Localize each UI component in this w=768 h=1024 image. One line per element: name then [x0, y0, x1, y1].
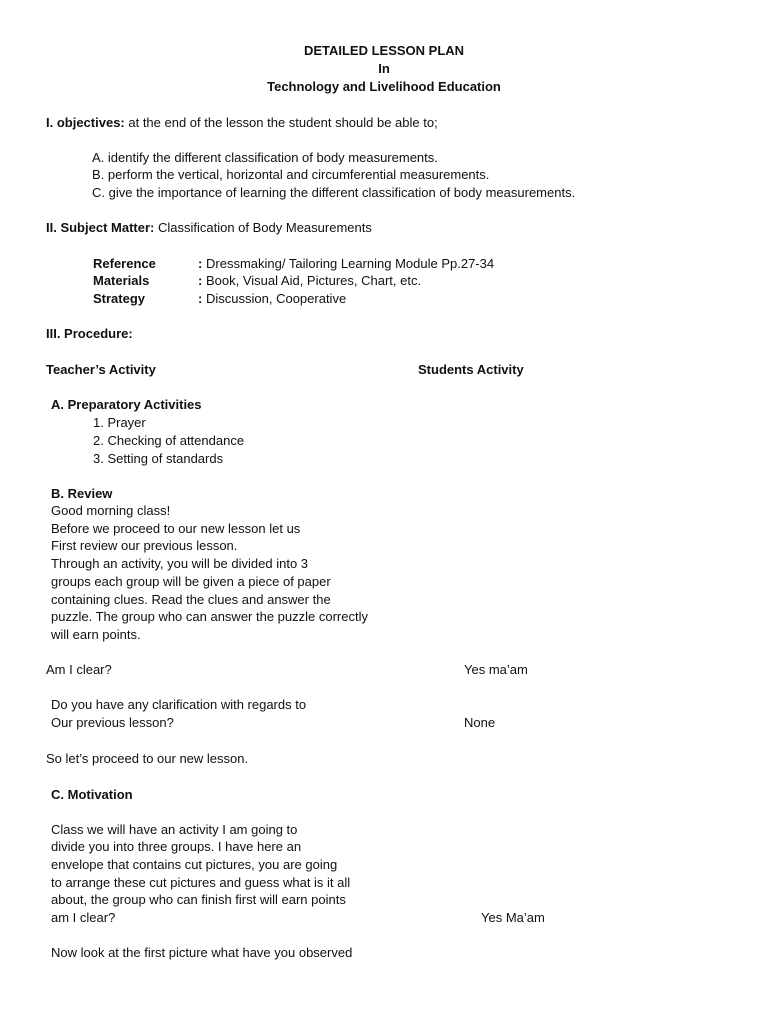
motivation-line-4: to arrange these cut pictures and guess what is it all	[51, 875, 351, 890]
objective-item-c: C. give the importance of learning the different classification of body measurements.	[92, 185, 576, 200]
strategy-label: Strategy	[93, 291, 146, 306]
motivation-line-1: Class we will have an activity I am going to	[51, 822, 298, 837]
review-clear-question: Am I clear?	[46, 662, 112, 677]
materials-value: Book, Visual Aid, Pictures, Chart, etc.	[206, 273, 422, 288]
reference-value: Dressmaking/ Tailoring Learning Module Pp.27-34	[206, 256, 495, 271]
review-line-6: containing clues. Read the clues and answer the	[51, 592, 331, 607]
document-in: In	[378, 61, 390, 76]
preparatory-item-2: 2. Checking of attendance	[93, 433, 245, 448]
objectives-label: I. objectives:	[46, 115, 125, 130]
objectives-line	[46, 114, 438, 132]
motivation-line-5: about, the group who can finish first will earn points	[51, 892, 346, 907]
students-activity-header: Students Activity	[418, 362, 524, 377]
motivation-heading: C. Motivation	[51, 787, 133, 802]
review-line-8: will earn points.	[51, 627, 141, 642]
review-line-1: Good morning class!	[51, 503, 171, 518]
review-clear-answer: Yes ma’am	[464, 662, 528, 677]
subject-matter-value: Classification of Body Measurements	[154, 220, 372, 235]
subject-matter-line	[46, 219, 372, 237]
materials-colon: :	[198, 273, 203, 288]
document-title: DETAILED LESSON PLAN	[303, 43, 465, 58]
review-line-4: Through an activity, you will be divided into 3	[51, 556, 309, 571]
objective-item-b: B. perform the vertical, horizontal and circumferential measurements.	[92, 167, 490, 182]
objectives-intro: at the end of the lesson the student should be able to;	[124, 115, 438, 130]
strategy-colon: :	[198, 291, 203, 306]
review-proceed: So let’s proceed to our new lesson.	[46, 751, 249, 766]
motivation-line-6: am I clear?	[51, 910, 116, 925]
preparatory-item-3: 3. Setting of standards	[93, 451, 224, 466]
teacher-activity-header: Teacher’s Activity	[46, 362, 156, 377]
review-line-5: groups each group will be given a piece of paper	[51, 574, 331, 589]
motivation-answer: Yes Ma’am	[481, 910, 545, 925]
review-heading: B. Review	[51, 486, 113, 501]
materials-label: Materials	[93, 273, 150, 288]
procedure-label: III. Procedure:	[46, 326, 133, 341]
reference-colon: :	[198, 256, 203, 271]
preparatory-item-1: 1. Prayer	[93, 415, 146, 430]
review-clarification-line-2: Our previous lesson?	[51, 715, 174, 730]
review-clarification-line-1: Do you have any clarification with regards to	[51, 697, 307, 712]
review-clarification-answer: None	[464, 715, 496, 730]
motivation-last-line: Now look at the first picture what have you observed	[51, 945, 353, 960]
review-line-2: Before we proceed to our new lesson let us	[51, 521, 301, 536]
motivation-line-3: envelope that contains cut pictures, you are going	[51, 857, 338, 872]
review-line-7: puzzle. The group who can answer the puzzle correctly	[51, 609, 368, 624]
document-subject-area: Technology and Livelihood Education	[267, 79, 501, 94]
motivation-line-2: divide you into three groups. I have here an	[51, 839, 302, 854]
review-line-3: First review our previous lesson.	[51, 538, 238, 553]
subject-matter-label: II. Subject Matter:	[46, 220, 155, 235]
preparatory-heading: A. Preparatory Activities	[51, 397, 202, 412]
strategy-value: Discussion, Cooperative	[206, 291, 347, 306]
reference-label: Reference	[93, 256, 156, 271]
objective-item-a: A. identify the different classification of body measurements.	[92, 150, 438, 165]
